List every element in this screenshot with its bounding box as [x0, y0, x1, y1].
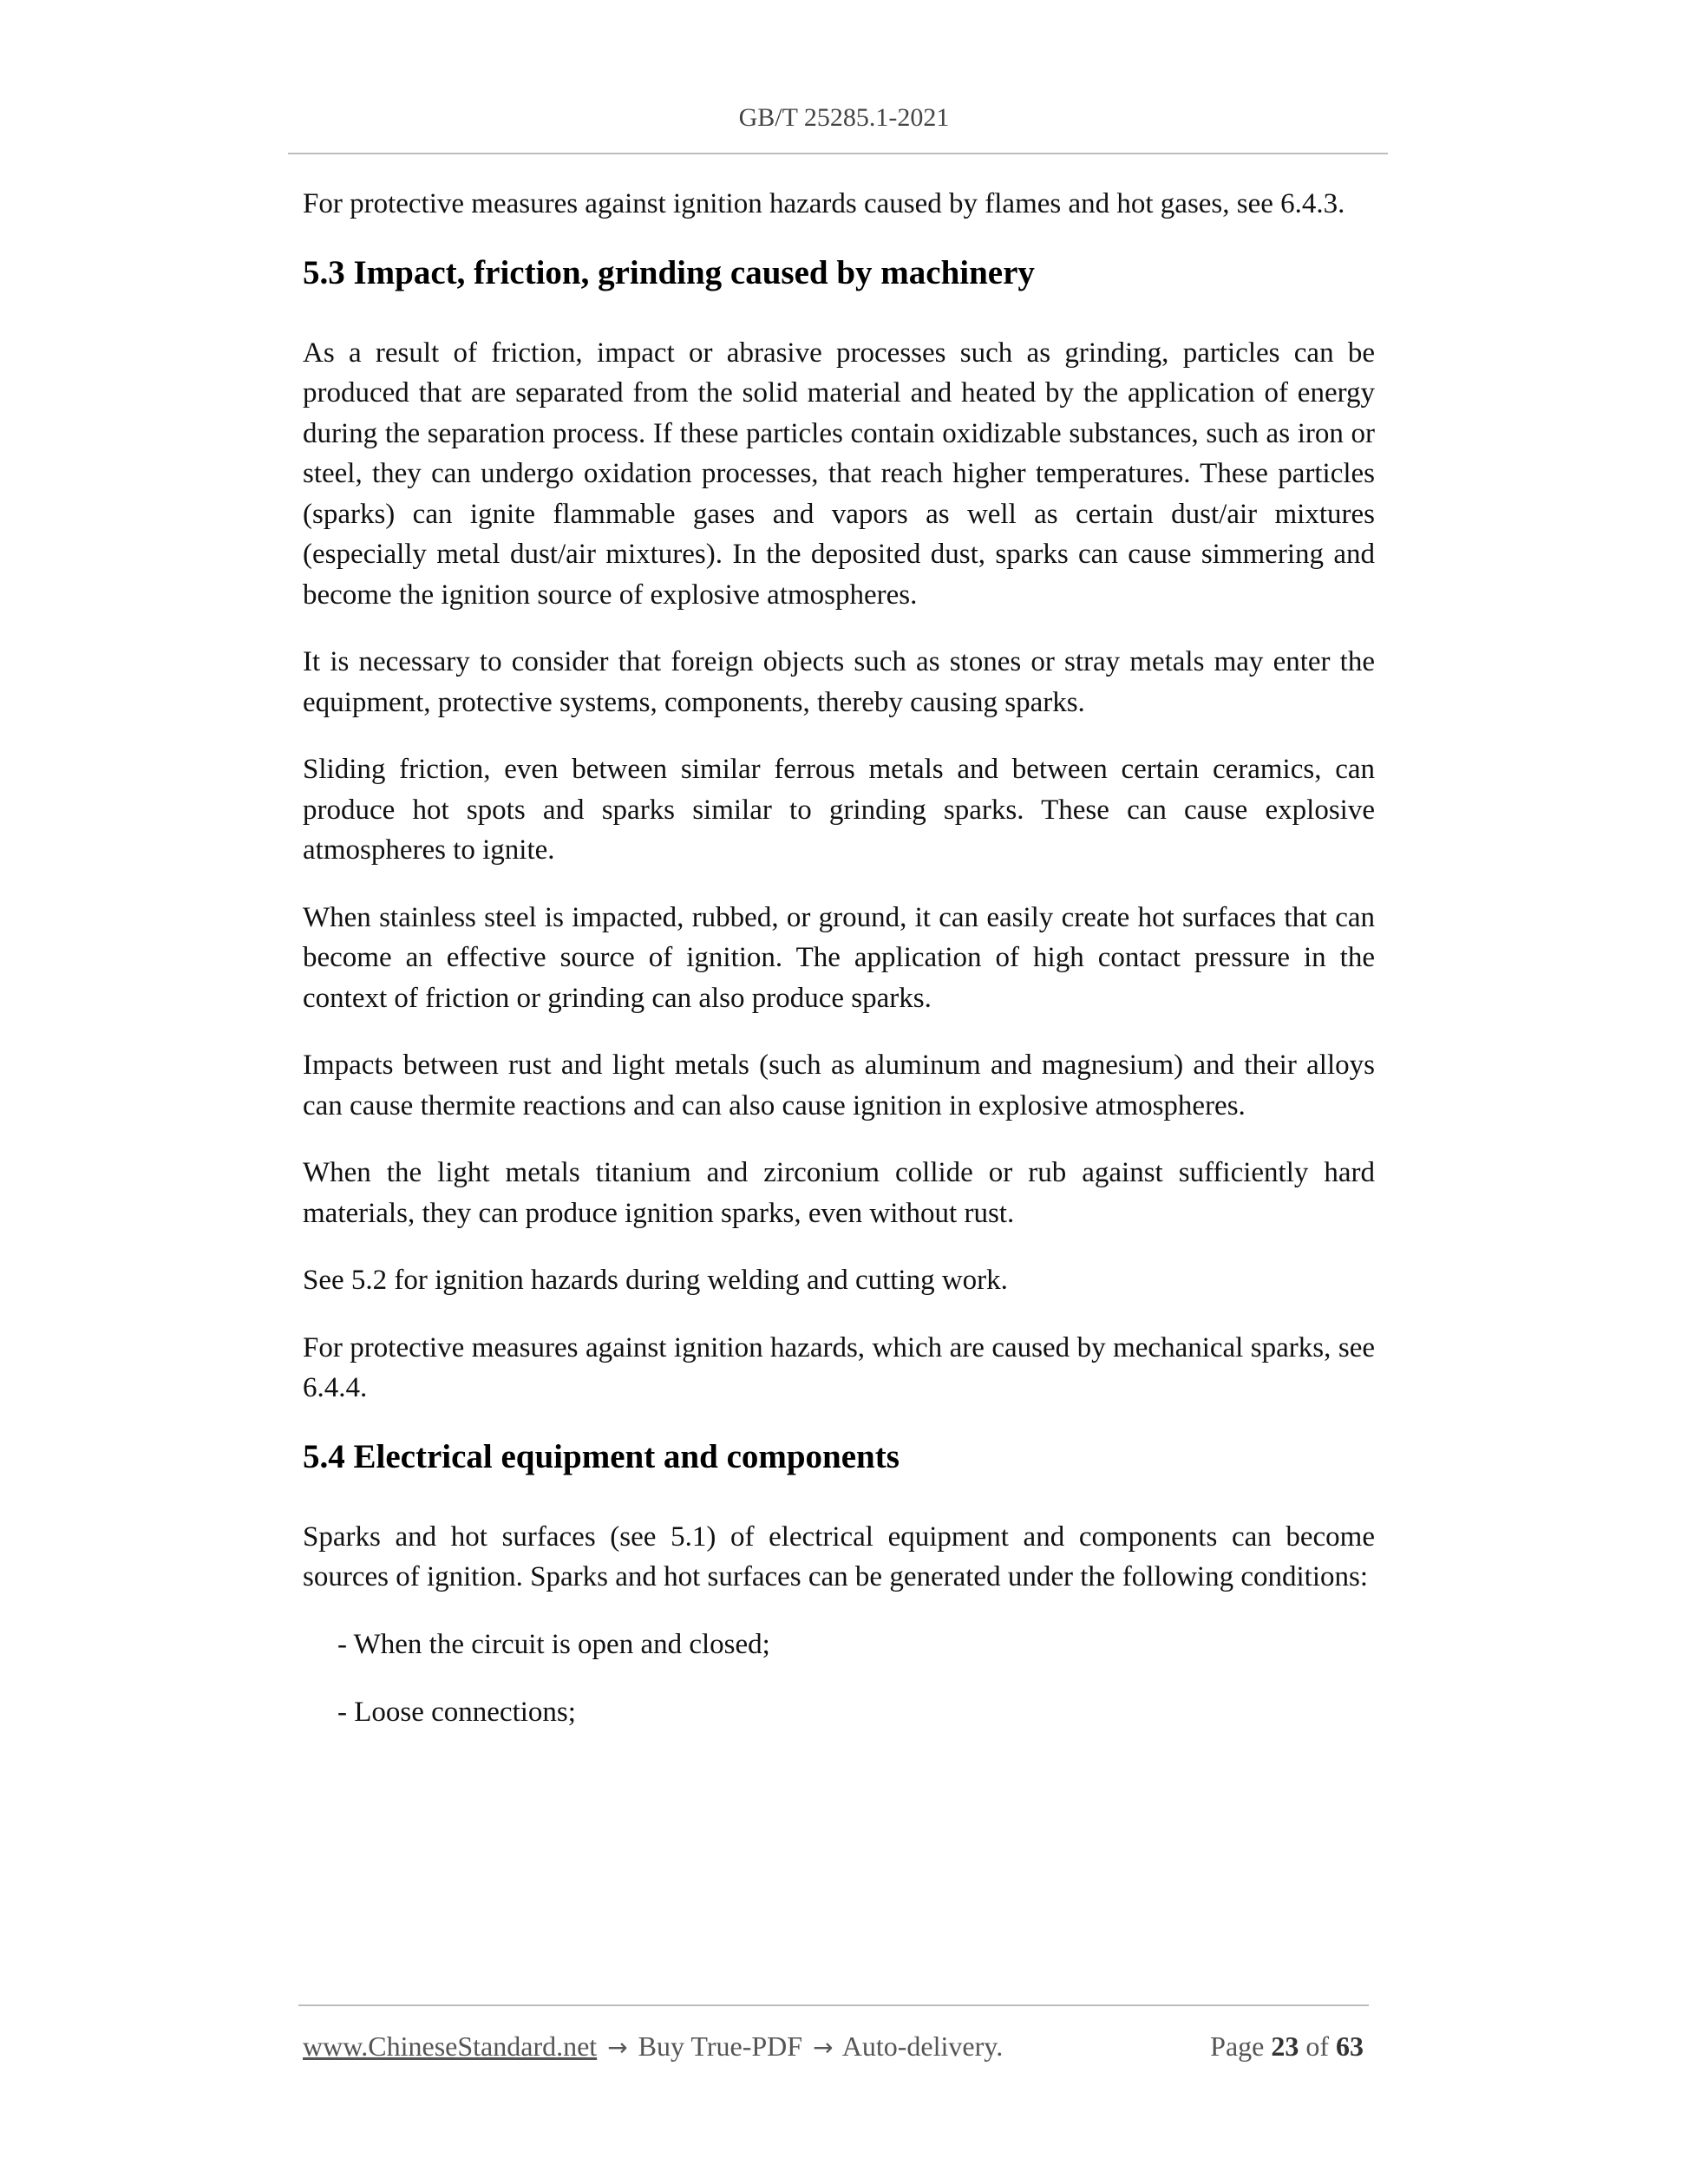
- header-divider: [288, 153, 1388, 154]
- site-link[interactable]: www.ChineseStandard.net: [303, 2030, 598, 2062]
- paragraph-5-3-7: See 5.2 for ignition hazards during welding and cutting work.: [303, 1265, 1008, 1296]
- arrow-right-icon: →: [813, 2033, 834, 2062]
- paragraph-5-3-2: It is necessary to consider that foreign objects such as stones or stray metals may enter the equipment, protective systems, components, thereby causing sparks.: [303, 646, 1375, 718]
- page-total-number: 63: [1336, 2030, 1364, 2062]
- section-heading-5-3: 5.3 Impact, friction, grinding caused by machinery: [303, 253, 1035, 291]
- list-item-loose-connections: - Loose connections;: [337, 1697, 576, 1728]
- footer-links: [303, 2026, 1003, 2068]
- document-body: [303, 184, 1375, 1761]
- paragraph-5-3-5: Impacts between rust and light metals (such as aluminum and magnesium) and their alloys can cause thermite reactions and can also cause ignition in explosive atmospheres.: [303, 1049, 1375, 1121]
- page-current-number: 23: [1271, 2030, 1299, 2062]
- paragraph-5-3-1: As a result of friction, impact or abrasive processes such as grinding, particles can be produced that are separated from the solid material and heated by the application of energy during the separation process. If these particles contain oxidizable substances, such as iron or steel, they can undergo oxidation processes, that reach higher temperatures. These particles (sparks) can ignite flammable gases and vapors as well as certain dust/air mixtures (especially metal dust/air mixtures). In the deposited dust, sparks can cause simmering and become the ignition source of explosive atmospheres.: [303, 337, 1375, 611]
- paragraph-5-4-1: Sparks and hot surfaces (see 5.1) of electrical equipment and components can become sources of ignition. Sparks and hot surfaces can be generated under the following conditions:: [303, 1520, 1375, 1592]
- paragraph-intro: For protective measures against ignition hazards caused by flames and hot gases, see 6.4.3.: [303, 188, 1345, 219]
- paragraph-5-3-4: When stainless steel is impacted, rubbed, or ground, it can easily create hot surfaces that can become an effective source of ignition. The application of high contact pressure in the context of friction or grinding can also produce sparks.: [303, 901, 1375, 1014]
- paragraph-5-3-6: When the light metals titanium and zirconium collide or rub against sufficiently hard materials, they can produce ignition sparks, even without rust.: [303, 1157, 1375, 1229]
- document-code-header: GB/T 25285.1-2021: [738, 103, 950, 132]
- auto-delivery-text: Auto-delivery.: [841, 2030, 1004, 2062]
- arrow-right-icon: →: [607, 2033, 628, 2062]
- paragraph-5-3-3: Sliding friction, even between similar ferrous metals and between certain ceramics, can produce hot spots and sparks similar to grinding sparks. These can cause explosive atmospheres to ignite.: [303, 754, 1375, 866]
- paragraph-5-3-8: For protective measures against ignition hazards, which are caused by mechanical sparks, see 6.4.4.: [303, 1331, 1375, 1403]
- of-label: of: [1305, 2030, 1329, 2062]
- section-heading-5-4: 5.4 Electrical equipment and components: [303, 1437, 900, 1475]
- page-indicator: [1210, 2026, 1364, 2066]
- footer-divider: [298, 2004, 1369, 2006]
- list-item-circuit: - When the circuit is open and closed;: [337, 1628, 770, 1660]
- buy-pdf-text: Buy True-PDF: [638, 2030, 803, 2062]
- page-label: Page: [1210, 2030, 1265, 2062]
